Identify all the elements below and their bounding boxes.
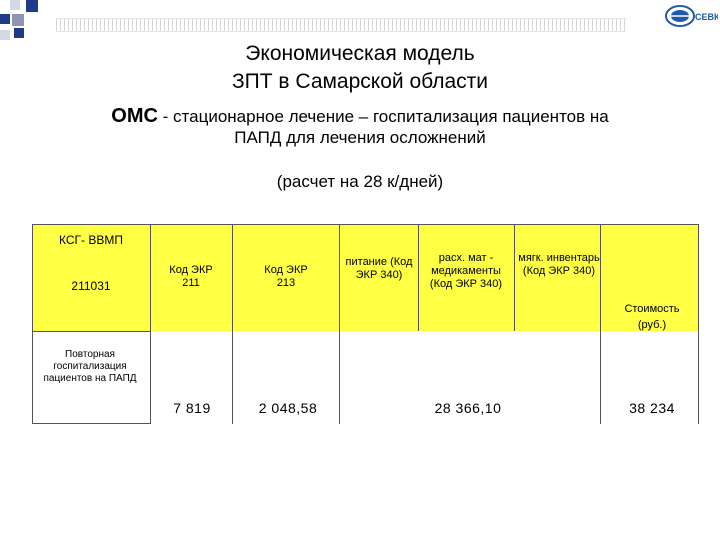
table-border-bottom xyxy=(32,423,150,424)
subtitle-line1 xyxy=(0,105,720,128)
header-food: питание (Код ЭКР 340) xyxy=(345,256,413,281)
header-pattern-bar xyxy=(56,18,626,32)
logo-text: СЕВК xyxy=(695,12,718,22)
table-col-divider-4 xyxy=(418,224,419,331)
value-ekr-340: 28 366,10 xyxy=(434,400,502,416)
header-soft-inventory: мягк. инвентарь (Код ЭКР 340) xyxy=(518,252,600,277)
header-ksg-label: КСГ- ВВМП xyxy=(59,233,123,247)
table-col-divider-5 xyxy=(514,224,515,331)
table-border-top xyxy=(32,224,699,225)
table-border-right xyxy=(698,224,699,424)
subtitle-line1-text: - стационарное лечение – госпитализация пациентов на xyxy=(157,107,609,126)
value-ekr-211: 7 819 xyxy=(173,400,211,416)
header-cost: Стоимость (руб.) xyxy=(624,303,680,331)
company-logo-icon xyxy=(664,4,718,28)
table-col-divider-1 xyxy=(150,224,151,424)
header-ksg-code: 211031 xyxy=(71,279,111,293)
calculation-note: (расчет на 28 к/дней) xyxy=(276,172,444,191)
header-ekr-213: Код ЭКР 213 xyxy=(264,264,308,289)
header-medicines: расх. мат - медикаменты (Код ЭКР 340) xyxy=(429,252,503,290)
page-title-line2: ЗПТ в Самарской области xyxy=(231,70,489,93)
row-label: Повторная госпитализация пациентов на ПАПД xyxy=(43,349,137,384)
table-col-divider-2 xyxy=(232,224,233,424)
page-title-line1: Экономическая модель xyxy=(245,42,475,65)
header-ekr-211: Код ЭКР 211 xyxy=(169,264,213,289)
table-divider-row xyxy=(32,331,150,332)
corner-decoration xyxy=(0,0,40,45)
subtitle-line2: ПАПД для лечения осложнений xyxy=(234,128,486,147)
table-col-divider-3 xyxy=(339,224,340,424)
table-col-divider-6 xyxy=(600,224,601,424)
value-total-cost: 38 234 xyxy=(629,400,675,416)
table-border-left xyxy=(32,224,33,424)
company-logo xyxy=(664,4,718,28)
subtitle-prefix: ОМС xyxy=(111,105,158,127)
value-ekr-213: 2 048,58 xyxy=(258,400,318,416)
